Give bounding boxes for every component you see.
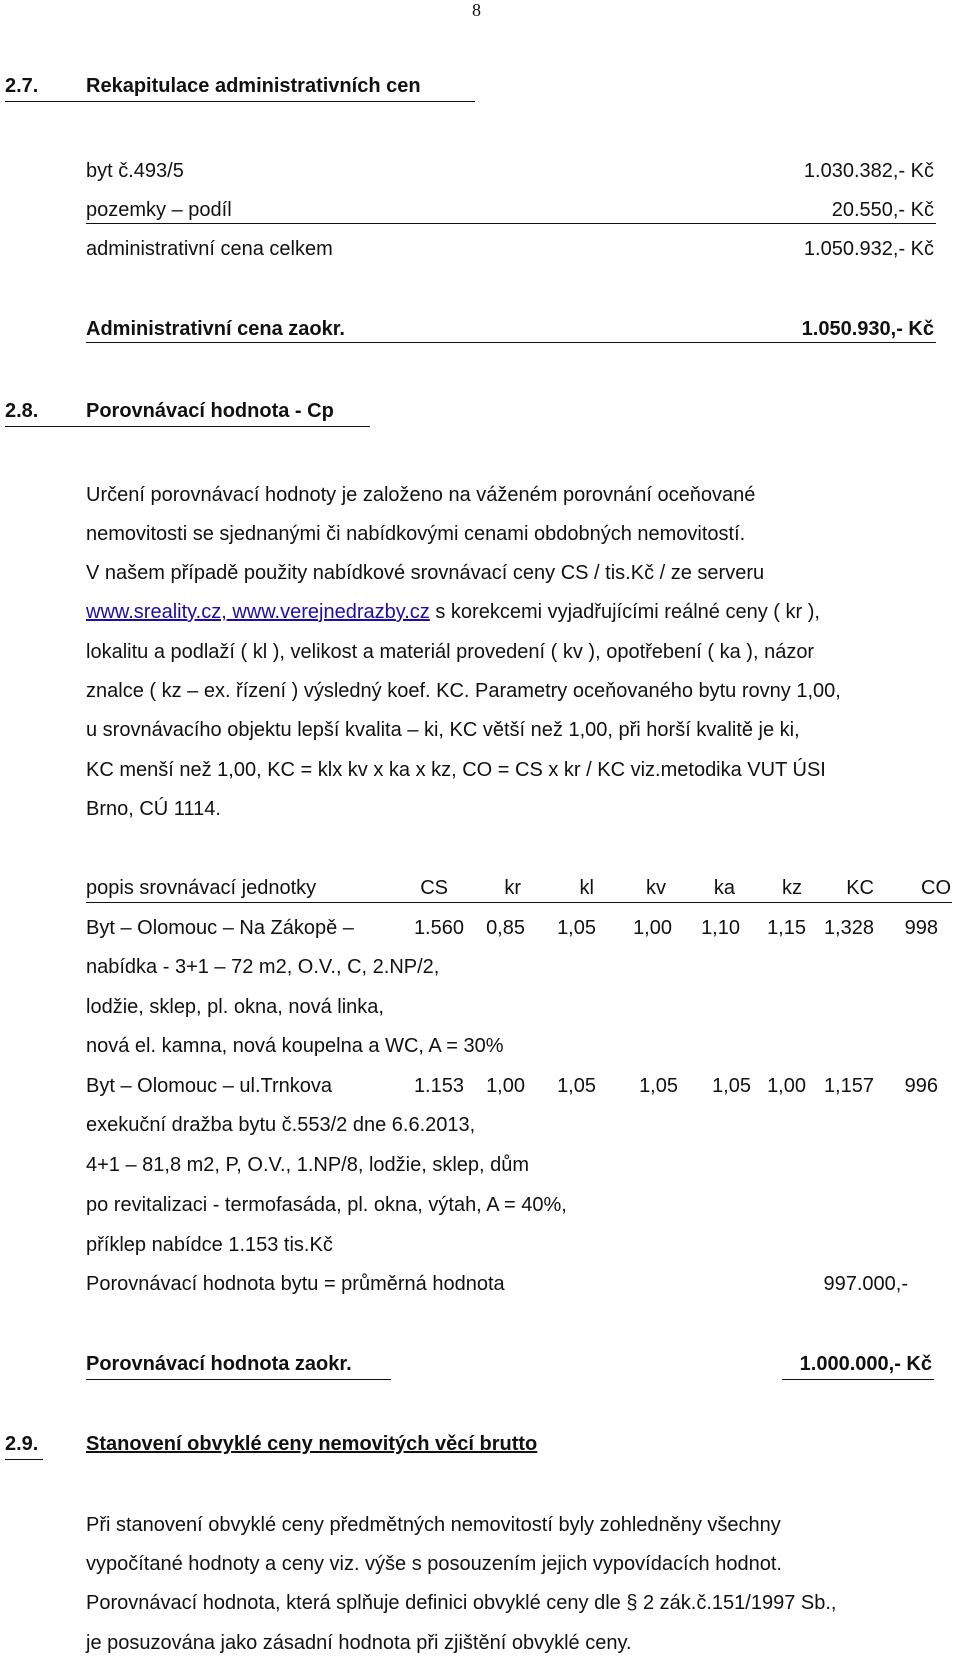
table-cell-kr: 0,85 [486, 917, 525, 939]
recap-label: pozemky – podíl [86, 199, 232, 221]
recap-value: 1.030.382,- Kč [803, 160, 934, 182]
admin-total-label: Administrativní cena zaokr. [86, 318, 345, 340]
sum-line [86, 223, 936, 224]
table-cell-ka: 1,10 [701, 917, 740, 939]
paragraph-line: Při stanovení obvyklé ceny předmětných nemovitostí byly zohledněny všechny [86, 1514, 781, 1536]
section-title: Stanovení obvyklé ceny nemovitých věcí brutto [86, 1433, 538, 1455]
table-cell-kr: 1,00 [486, 1075, 525, 1097]
table-header-kv: kv [646, 877, 666, 899]
table-cell-kv: 1,05 [639, 1075, 678, 1097]
table-cell-cs: 1.153 [413, 1075, 464, 1097]
recap-value: 20.550,- Kč [831, 199, 934, 221]
paragraph-line: Určení porovnávací hodnoty je založeno na váženém porovnání oceňované [86, 484, 756, 506]
table-header-kl: kl [579, 877, 594, 899]
paragraph-line: KC menší než 1,00, KC = klx kv x ka x kz, CO = CS x kr / KC viz.metodika VUT ÚSI [86, 759, 826, 781]
paragraph-line: vypočítané hodnoty a ceny viz. výše s posouzením jejich vypovídacích hodnot. [86, 1553, 782, 1575]
average-value: 997.000,- [823, 1273, 908, 1295]
paragraph-line: znalce ( kz – ex. řízení ) výsledný koef. KC. Parametry oceňovaného bytu rovny 1,00, [86, 680, 841, 702]
section-title-underline [5, 426, 370, 427]
paragraph-line: je posuzována jako zásadní hodnota při zjištění obvyklé ceny. [86, 1632, 632, 1654]
page-number: 8 [472, 0, 481, 20]
comparison-total-label: Porovnávací hodnota zaokr. [86, 1353, 352, 1375]
table-header-co: CO [921, 877, 951, 899]
table-cell-kc: 1,157 [823, 1075, 874, 1097]
recap-value: 1.050.932,- Kč [803, 238, 934, 260]
table-cell-kz: 1,00 [767, 1075, 806, 1097]
table-cell-kl: 1,05 [557, 1075, 596, 1097]
total-value-underline [782, 1379, 934, 1380]
table-row-description: Byt – Olomouc – Na Zákopě – [86, 917, 354, 939]
table-row-description: nová el. kamna, nová koupelna a WC, A = 30% [86, 1035, 504, 1057]
table-header-kc: KC [846, 877, 874, 899]
table-cell-co: 998 [904, 917, 938, 939]
section-title: Rekapitulace administrativních cen [86, 75, 421, 97]
total-underline [86, 342, 936, 343]
sreality-link[interactable]: www.sreality.cz, www.verejnedrazby.cz [86, 601, 430, 623]
admin-total-value: 1.050.930,- Kč [801, 318, 934, 340]
table-header-underline [86, 902, 952, 903]
table-row-description: nabídka - 3+1 – 72 m2, O.V., C, 2.NP/2, [86, 956, 440, 978]
paragraph-line: Brno, CÚ 1114. [86, 798, 221, 820]
section-number-underline [5, 1459, 43, 1460]
table-cell-kv: 1,00 [633, 917, 672, 939]
section-number: 2.7. [5, 75, 39, 97]
table-row-description: 4+1 – 81,8 m2, P, O.V., 1.NP/8, lodžie, sklep, dům [86, 1154, 530, 1176]
recap-label: administrativní cena celkem [86, 238, 333, 260]
table-cell-co: 996 [904, 1075, 938, 1097]
section-number: 2.9. [5, 1433, 39, 1455]
table-cell-cs: 1.560 [413, 917, 464, 939]
paragraph-line [86, 601, 820, 624]
average-label: Porovnávací hodnota bytu = průměrná hodnota [86, 1273, 505, 1295]
table-cell-kl: 1,05 [557, 917, 596, 939]
table-header-description: popis srovnávací jednotky [86, 877, 317, 899]
paragraph-line: nemovitosti se sjednanými či nabídkovými cenami obdobných nemovitostí. [86, 523, 746, 545]
table-row-description: příklep nabídce 1.153 tis.Kč [86, 1234, 333, 1256]
table-header-kz: kz [782, 877, 802, 899]
paragraph-line: u srovnávacího objektu lepší kvalita – ki, KC větší než 1,00, při horší kvalitě je ki, [86, 719, 800, 741]
recap-label: byt č.493/5 [86, 160, 184, 182]
table-row-description: lodžie, sklep, pl. okna, nová linka, [86, 996, 384, 1018]
table-header-cs: CS [420, 877, 448, 899]
paragraph-line: Porovnávací hodnota, která splňuje definici obvyklé ceny dle § 2 zák.č.151/1997 Sb., [86, 1592, 837, 1614]
table-cell-kz: 1,15 [767, 917, 806, 939]
paragraph-line: V našem případě použity nabídkové srovnávací ceny CS / tis.Kč / ze serveru [86, 562, 765, 584]
table-row-description: po revitalizaci - termofasáda, pl. okna, výtah, A = 40%, [86, 1194, 567, 1216]
section-title-underline [5, 101, 475, 102]
table-cell-kc: 1,328 [823, 917, 874, 939]
table-header-kr: kr [504, 877, 521, 899]
total-label-underline [86, 1379, 391, 1380]
comparison-total-value: 1.000.000,- Kč [799, 1353, 932, 1375]
table-row-description: exekuční dražba bytu č.553/2 dne 6.6.2013, [86, 1114, 476, 1136]
section-number: 2.8. [5, 400, 39, 422]
link-trailing-text: s korekcemi vyjadřujícími reálné ceny ( kr ), [429, 601, 820, 623]
section-title: Porovnávací hodnota - Cp [86, 400, 334, 422]
paragraph-line: lokalitu a podlaží ( kl ), velikost a materiál provedení ( kv ), opotřebení ( ka ), názor [86, 641, 815, 663]
table-row-description: Byt – Olomouc – ul.Trnkova [86, 1075, 333, 1097]
table-header-ka: ka [713, 877, 735, 899]
table-cell-ka: 1,05 [712, 1075, 751, 1097]
